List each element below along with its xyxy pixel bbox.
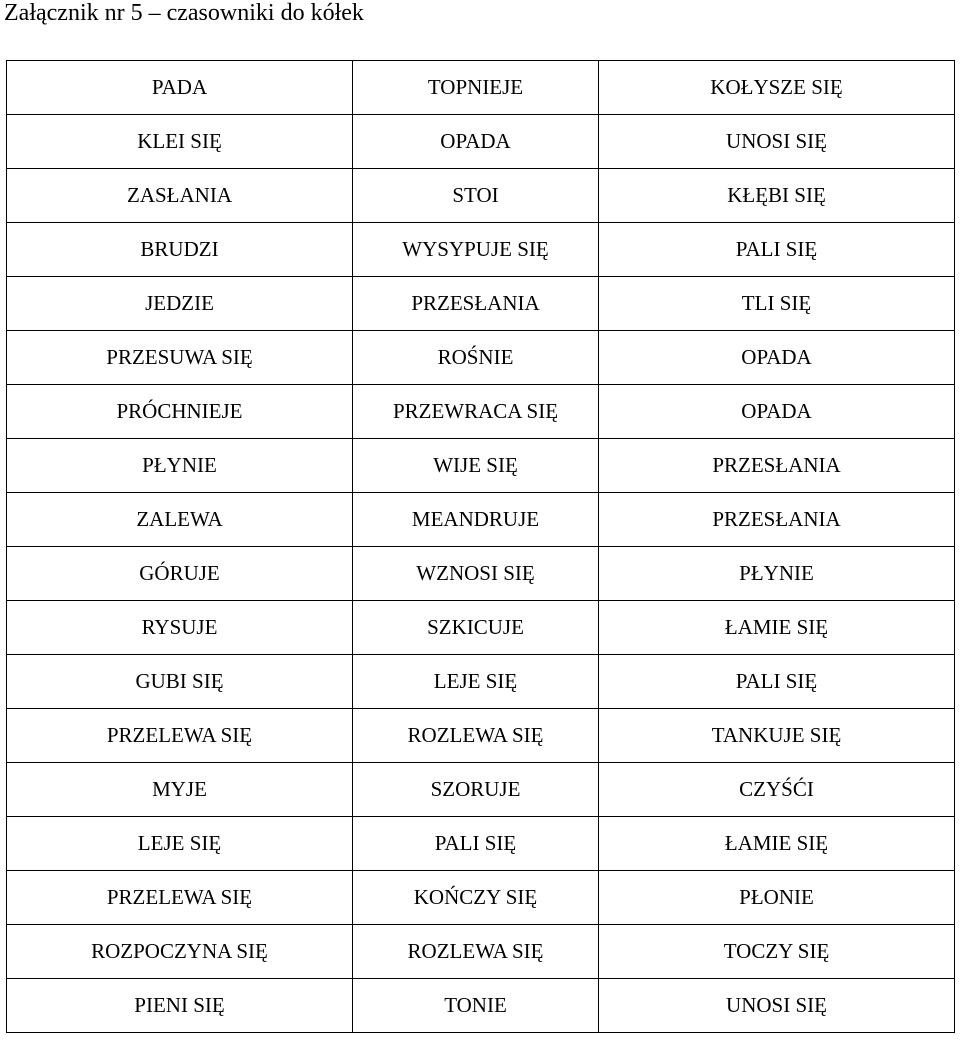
table-cell: MYJE (7, 763, 353, 817)
table-cell: SZORUJE (353, 763, 599, 817)
table-row (7, 115, 955, 169)
table-cell: PALI SIĘ (353, 817, 599, 871)
table-cell: LEJE SIĘ (353, 655, 599, 709)
table-cell: OPADA (599, 385, 955, 439)
table-cell: TLI SIĘ (599, 277, 955, 331)
table-cell: ROZLEWA SIĘ (353, 925, 599, 979)
table-cell: KOŁYSZE SIĘ (599, 61, 955, 115)
table-cell: TOCZY SIĘ (599, 925, 955, 979)
table-cell: PŁONIE (599, 871, 955, 925)
table-cell: ZALEWA (7, 493, 353, 547)
table-cell: ROZLEWA SIĘ (353, 709, 599, 763)
table-row (7, 493, 955, 547)
table-cell: PRZESUWA SIĘ (7, 331, 353, 385)
table-cell: MEANDRUJE (353, 493, 599, 547)
table-row (7, 817, 955, 871)
table-cell: PŁYNIE (7, 439, 353, 493)
table-cell: PADA (7, 61, 353, 115)
table-cell: UNOSI SIĘ (599, 979, 955, 1033)
table-cell: SZKICUJE (353, 601, 599, 655)
table-cell: ZASŁANIA (7, 169, 353, 223)
table-cell: ROZPOCZYNA SIĘ (7, 925, 353, 979)
table-cell: PRÓCHNIEJE (7, 385, 353, 439)
table-cell: CZYŚĆI (599, 763, 955, 817)
table-row (7, 223, 955, 277)
table-cell: PALI SIĘ (599, 655, 955, 709)
table-cell: PRZESŁANIA (353, 277, 599, 331)
table-row (7, 979, 955, 1033)
table-row (7, 277, 955, 331)
table-row (7, 871, 955, 925)
table-row (7, 763, 955, 817)
table-cell: ŁAMIE SIĘ (599, 601, 955, 655)
table-row (7, 547, 955, 601)
table-cell: PIENI SIĘ (7, 979, 353, 1033)
table-row (7, 331, 955, 385)
table-cell: OPADA (599, 331, 955, 385)
table-cell: PRZELEWA SIĘ (7, 709, 353, 763)
table-cell: PRZEWRACA SIĘ (353, 385, 599, 439)
table-cell: TONIE (353, 979, 599, 1033)
table-cell: TOPNIEJE (353, 61, 599, 115)
table-cell: PŁYNIE (599, 547, 955, 601)
table-cell: WIJE SIĘ (353, 439, 599, 493)
table-row (7, 385, 955, 439)
table-cell: UNOSI SIĘ (599, 115, 955, 169)
table-row (7, 601, 955, 655)
table-row (7, 61, 955, 115)
table-cell: LEJE SIĘ (7, 817, 353, 871)
table-cell: PRZESŁANIA (599, 493, 955, 547)
table-row (7, 169, 955, 223)
table-cell: RYSUJE (7, 601, 353, 655)
table-row (7, 709, 955, 763)
verbs-table (6, 60, 955, 1033)
table-cell: WYSYPUJE SIĘ (353, 223, 599, 277)
table-cell: WZNOSI SIĘ (353, 547, 599, 601)
table-cell: GÓRUJE (7, 547, 353, 601)
table-cell: KŁĘBI SIĘ (599, 169, 955, 223)
table-row (7, 655, 955, 709)
page-title: Załącznik nr 5 – czasowniki do kółek (4, 0, 364, 26)
table-cell: ŁAMIE SIĘ (599, 817, 955, 871)
table-cell: JEDZIE (7, 277, 353, 331)
table-row (7, 925, 955, 979)
table-cell: PALI SIĘ (599, 223, 955, 277)
verbs-table-body (7, 61, 955, 1033)
table-cell: TANKUJE SIĘ (599, 709, 955, 763)
table-cell: PRZELEWA SIĘ (7, 871, 353, 925)
table-row (7, 439, 955, 493)
table-cell: KLEI SIĘ (7, 115, 353, 169)
table-cell: STOI (353, 169, 599, 223)
table-cell: OPADA (353, 115, 599, 169)
table-cell: BRUDZI (7, 223, 353, 277)
table-cell: GUBI SIĘ (7, 655, 353, 709)
table-cell: KOŃCZY SIĘ (353, 871, 599, 925)
table-cell: PRZESŁANIA (599, 439, 955, 493)
table-cell: ROŚNIE (353, 331, 599, 385)
